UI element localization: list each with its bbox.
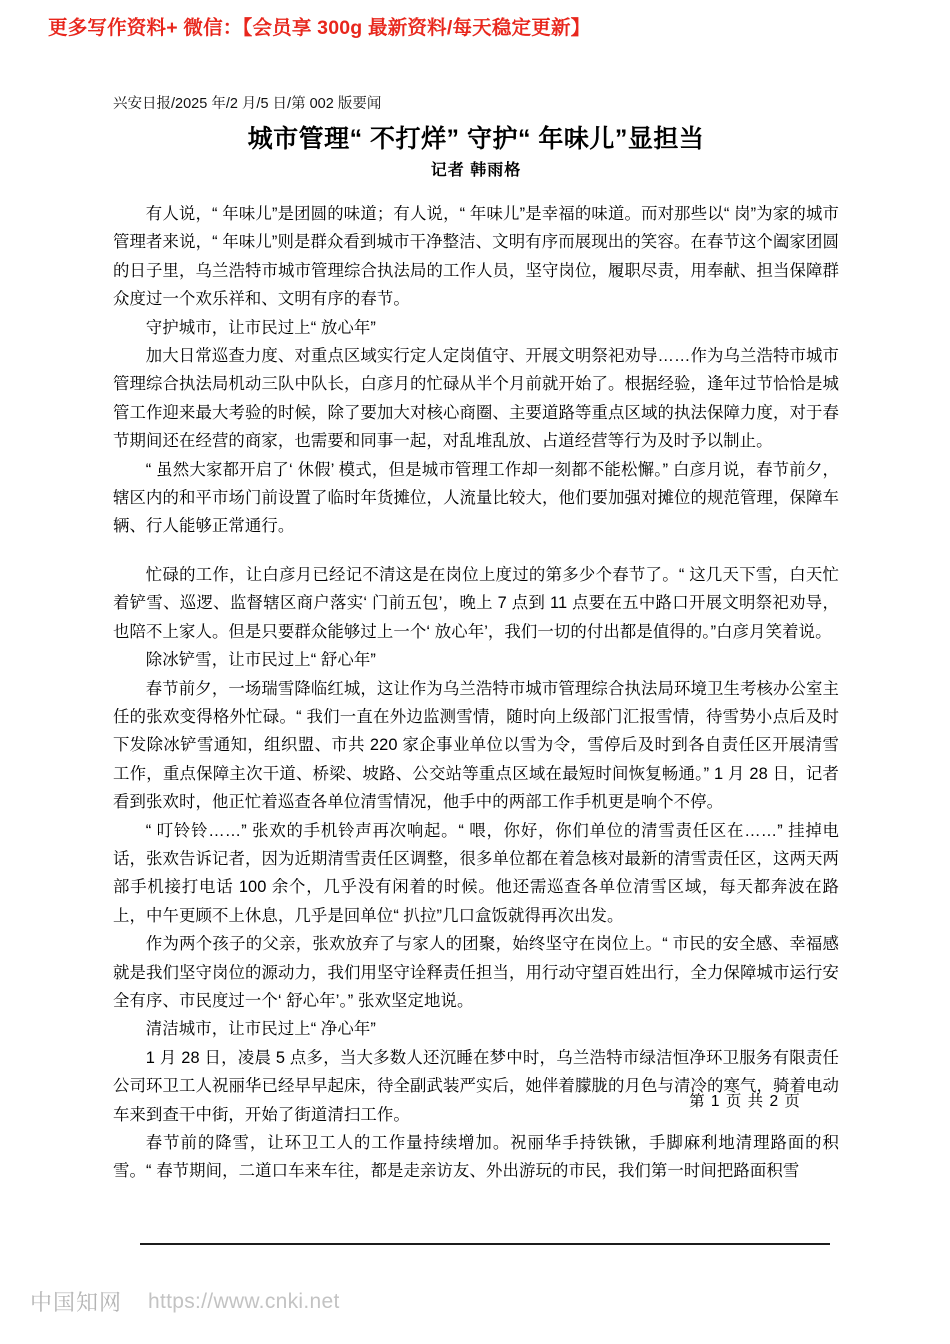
page-counter-label: 第 1 页 共 2 页 (689, 1093, 801, 1110)
article-paragraph: “ 虽然大家都开启了‘ 休假’ 模式，但是城市管理工作却一刻都不能松懈。” 白彦月说，春节前夕，辖区内的和平市场门前设置了临时年货摊位，人流量比较大，他们要加强对摊位的规范管理，保障车辆、行人能够正常通行。 (113, 460, 839, 536)
article-byline: 记者 韩雨格 (430, 162, 522, 179)
article-paragraph: 有人说，“ 年味儿”是团圆的味道；有人说，“ 年味儿”是幸福的味道。而对那些以“ 岗”为家的城市管理者来说，“ 年味儿”则是群众看到城市干净整洁、文明有序而展现出的笑容。在春节这个阖家团圆的日子里，乌兰浩特市城市管理综合执法局的工作人员，坚守岗位，履职尽责，用奉献、担当保障群众度过一个欢乐祥和、文明有序的春节。 (113, 205, 839, 309)
article-paragraph: 春节前夕，一场瑞雪降临红城，这让作为乌兰浩特市城市管理综合执法局环境卫生考核办公室主任的张欢变得格外忙碌。“ 我们一直在外边监测雪情，随时向上级部门汇报雪情，待雪势小点后及时下发除冰铲雪通知，组织盟、市共 220 家企事业单位以雪为令，雪停后及时到各自责任区开展清雪工作，重点保障主次干道、桥梁、坡路、公交站等重点区域在最短时间恢复畅通。” 1 月 28 日，记者看到张欢时，他正忙着巡查各单位清雪情况，他手中的两部工作手机更是响个不停。 (113, 679, 839, 812)
article-content (113, 200, 839, 1186)
promo-banner-text: 更多写作资料+ 微信：【会员享 300g 最新资料/每天稳定更新】 (48, 17, 591, 39)
article-paragraph: 守护城市，让市民过上“ 放心年” (145, 318, 376, 337)
source-citation: 兴安日报/2025 年/2 月/5 日/第 002 版要闻 (113, 96, 382, 112)
footer-divider (140, 1243, 830, 1245)
article-paragraph: 加大日常巡查力度、对重点区域实行定人定岗值守、开展文明祭祀劝导……作为乌兰浩特市城市管理综合执法局机动三队中队长，白彦月的忙碌从半个月前就开始了。根据经验，逢年过节恰恰是城管工作迎来最大考验的时候，除了要加大对核心商圈、主要道路等重点区域的执法保障力度，对于春节期间还在经营的商家，也需要和同事一起，对乱堆乱放、占道经营等行为及时予以制止。 (113, 347, 839, 451)
article-headline: 城市管理“ 不打烊” 守护“ 年味儿”显担当 (247, 125, 705, 153)
page-counter (0, 1089, 950, 1111)
cnki-watermark (30, 1286, 340, 1317)
article-paragraph: 除冰铲雪，让市民过上“ 舒心年” (145, 651, 376, 670)
article-paragraph: 忙碌的工作，让白彦月已经记不清这是在岗位上度过的第多少个春节了。“ 这几天下雪，白天忙着铲雪、巡逻、监督辖区商户落实‘ 门前五包’，晚上 7 点到 11 点要在五中路口开展文明祭祀劝导，也陪不上家人。但是只要群众能够过上一个‘ 放心年’，我们一切的付出都是值得的。”白彦月笑着说。 (113, 565, 839, 641)
cnki-url-label: https://www.cnki.net (148, 1289, 340, 1313)
cnki-brand-label: 中国知网 (30, 1290, 123, 1315)
article-paragraph: 1 月 28 日，凌晨 5 点多，当大多数人还沉睡在梦中时，乌兰浩特市绿洁恒净环卫服务有限责任公司环卫工人祝丽华已经早早起床，待全副武装严实后，她伴着朦胧的月色与清冷的寒气，骑着电动车来到查干中街，开始了街道清扫工作。 (113, 1048, 839, 1124)
article-paragraph: “ 叮铃铃……” 张欢的手机铃声再次响起。“ 喂，你好，你们单位的清雪责任区在……” 挂掉电话，张欢告诉记者，因为近期清雪责任区调整，很多单位都在着急核对最新的清雪责任区，这两天两部手机接打电话 100 余个，几乎没有闲着的时候。他还需巡查各单位清雪区域，每天都奔波在路上，中午更顾不上休息，几乎是回单位“ 扒拉”几口盒饭就得再次出发。 (113, 821, 839, 925)
article-paragraph: 作为两个孩子的父亲，张欢放弃了与家人的团聚，始终坚守在岗位上。“ 市民的安全感、幸福感就是我们坚守岗位的源动力，我们用坚守诠释责任担当，用行动守望百姓出行，全力保障城市运行安全有序、市民度过一个‘ 舒心年’。” 张欢坚定地说。 (113, 935, 839, 1010)
article-paragraph: 春节前的降雪，让环卫工人的工作量持续增加。祝丽华手持铁锹，手脚麻利地清理路面的积雪。“ 春节期间，二道口车来车往，都是走亲访友、外出游玩的市民，我们第一时间把路面积雪 (113, 1134, 839, 1181)
article-paragraph: 清洁城市，让市民过上“ 净心年” (145, 1020, 376, 1039)
document-body (113, 92, 839, 1186)
